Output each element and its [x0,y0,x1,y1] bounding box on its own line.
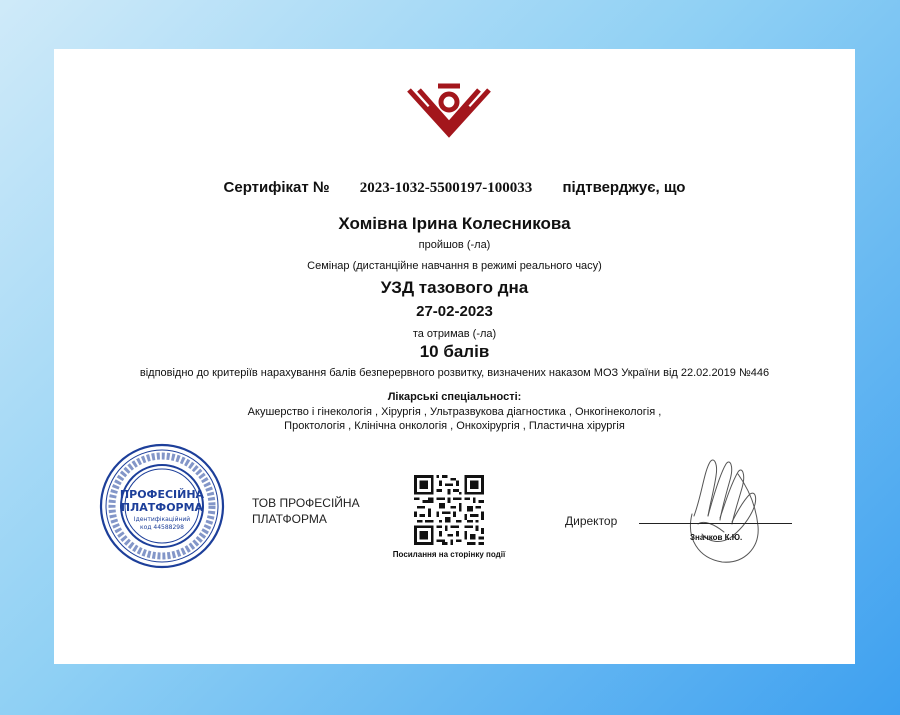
specialties-title: Лікарські спеціальності: [387,391,522,403]
qr-caption: Посилання на сторінку події [392,550,506,559]
confirms-text: підтверджує, що [562,179,686,196]
certificate-number: 2023-1032-5500197-100033 [359,180,533,196]
signature-line [639,523,792,524]
company-seal-icon [98,442,226,570]
certificate-number-line [54,179,855,197]
points-awarded: 10 балів [419,342,490,361]
passed-text: пройшов (-ла) [418,239,491,251]
seminar-type: Семінар (дистанційне навчання в режимі реального часу) [307,260,602,272]
certificate-label: Сертифікат № [223,179,330,196]
qr-code-icon[interactable] [414,475,484,545]
recipient-name: Хомівна Ірина Колесникова [338,214,571,233]
signer-name: Значков К.Ю. [690,533,743,542]
certificate-card [54,49,855,664]
organization-name-line-2: ПЛАТФОРМА [252,512,327,526]
organization-name [252,495,360,527]
svg-text:ПРОФЕСІЙНА: ПРОФЕСІЙНА [119,488,205,501]
platform-logo-icon [405,82,493,144]
svg-text:Ідентифікаційний: Ідентифікаційний [133,516,191,523]
director-signature-icon [680,454,770,566]
specialties-line-1: Акушерство і гінекологія , Хірургія , Ультразвукова діагностика , Онкогінекологія , [247,406,662,418]
specialties-line-2: Проктологія , Клінічна онкологія , Онкохірургія , Пластична хірургія [284,420,625,432]
seminar-date: 27-02-2023 [416,303,493,320]
svg-text:ПЛАТФОРМА: ПЛАТФОРМА [120,501,204,514]
seminar-topic: УЗД тазового дна [380,278,529,297]
criteria-text: відповідно до критеріїв нарахування балів безперервного розвитку, визначених наказом МОЗ України від 22.02.2019 №446 [139,367,770,379]
received-text: та отримав (-ла) [412,328,497,340]
director-label: Директор [565,514,618,528]
organization-name-line-1: ТОВ ПРОФЕСІЙНА [252,496,360,510]
svg-text:код 44588298: код 44588298 [140,524,184,531]
